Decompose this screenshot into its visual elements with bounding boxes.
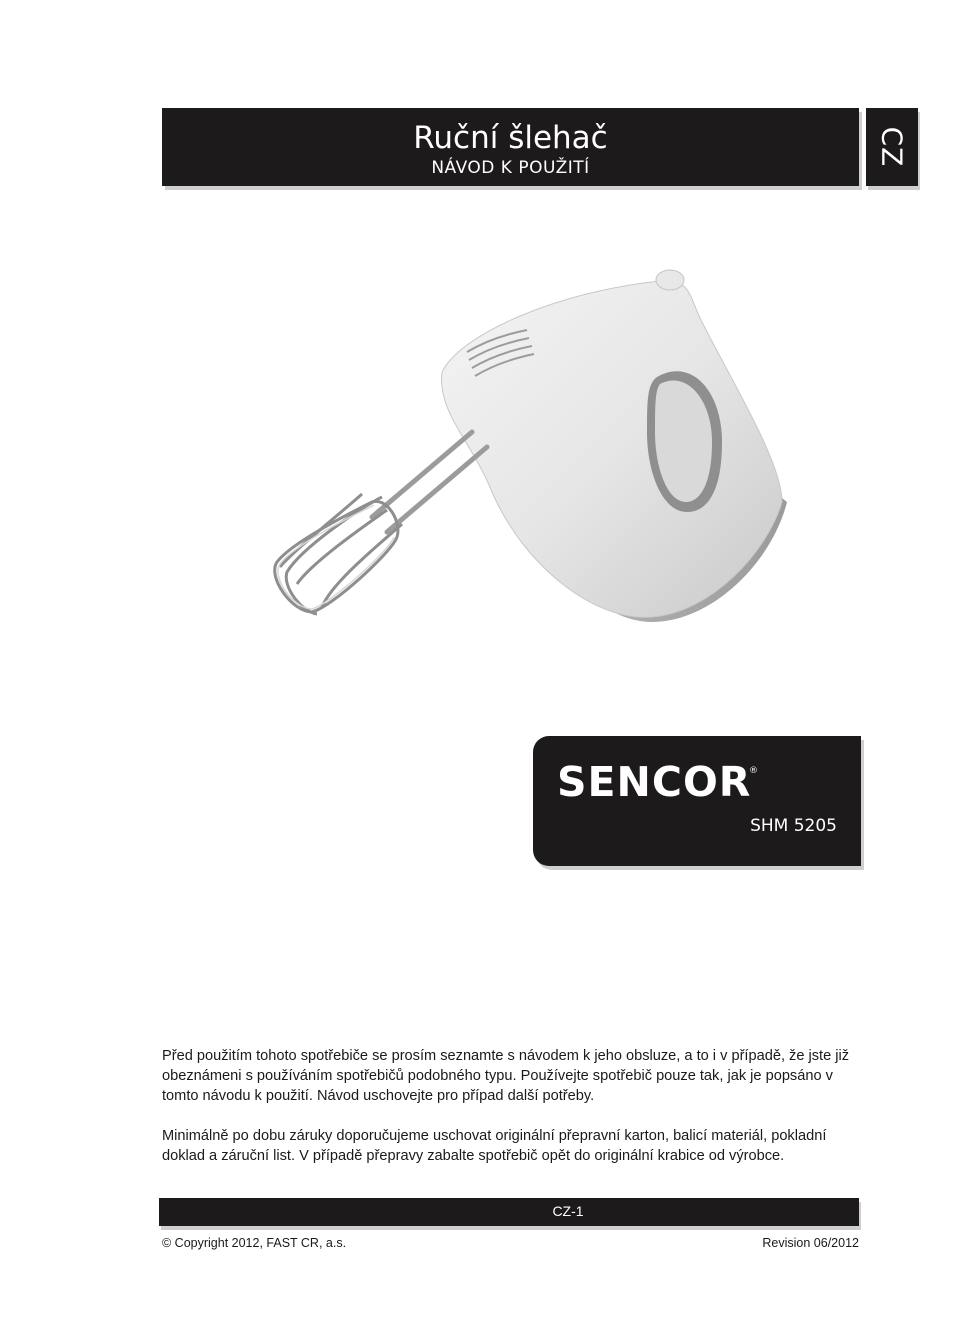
registered-mark: ® xyxy=(749,766,758,776)
language-tab xyxy=(866,108,918,186)
page-title: Ruční šlehač xyxy=(413,120,608,156)
footer-bar xyxy=(159,1198,859,1226)
title-bar xyxy=(162,108,859,186)
intro-paragraph-2: Minimálně po dobu záruky doporučujeme uschovat originální přepravní karton, balicí materiál, pokladní doklad a záruční list. V případě přepravy zabalte spotřebič opět do originální krabice od výrobce. xyxy=(162,1128,827,1164)
sencor-logo: SENCOR xyxy=(557,758,752,806)
revision: Revision 06/2012 xyxy=(762,1236,859,1250)
model-number: SHM 5205 xyxy=(750,816,837,836)
intro-paragraph-1: Před použitím tohoto spotřebiče se prosím seznamte s návodem k jeho obsluze, a to i v případě, že jste již obeznámeni s používáním spotřebičů podobného typu. Používejte spotřebič pouze tak, jak je popsáno v tomto návodu k použití. Návod uschovejte pro případ další potřeby. xyxy=(162,1048,850,1104)
page-number: CZ-1 xyxy=(552,1203,584,1219)
hand-mixer-illustration xyxy=(262,262,792,632)
page-subtitle: NÁVOD K POUŽITÍ xyxy=(431,158,590,178)
brand-box xyxy=(533,736,861,866)
copyright: © Copyright 2012, FAST CR, a.s. xyxy=(162,1236,347,1250)
intro-text xyxy=(162,1046,860,1186)
language-label: CZ xyxy=(875,126,909,168)
